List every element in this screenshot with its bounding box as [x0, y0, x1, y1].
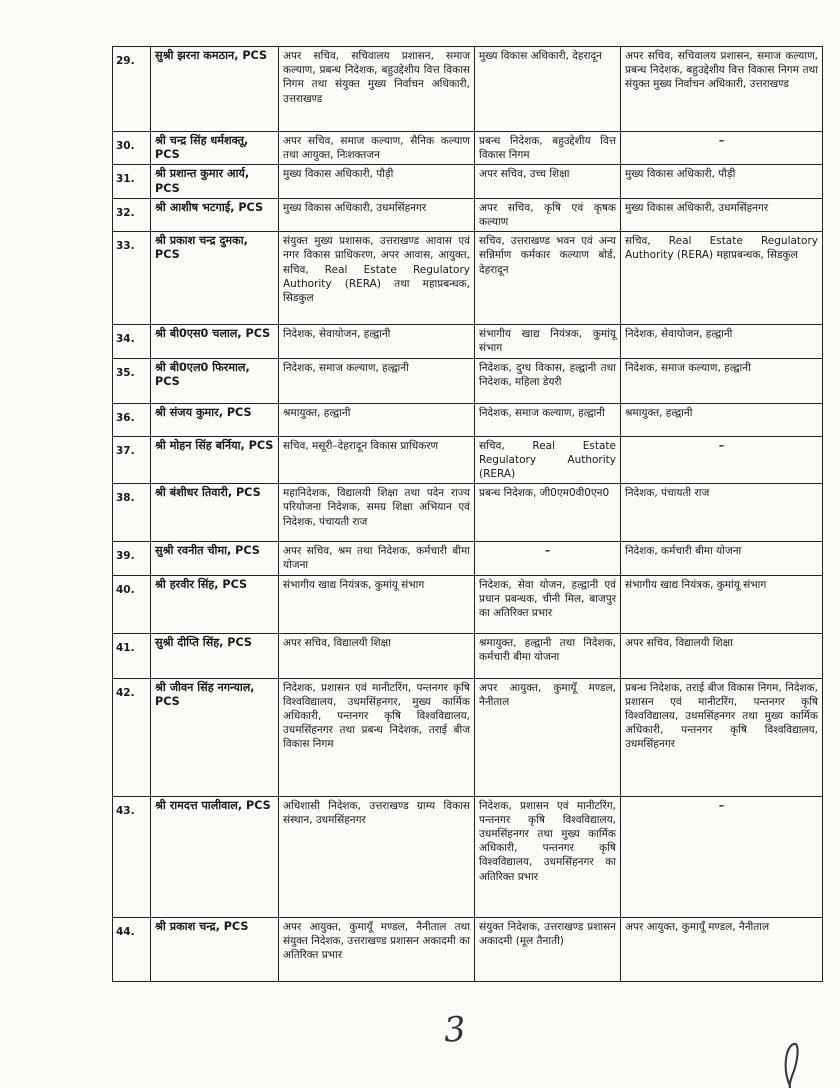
current-posting-text: मुख्य विकास अधिकारी, उधमसिंहनगर [283, 201, 427, 214]
serial-number-text: 35. [116, 366, 135, 379]
serial-number [113, 47, 151, 132]
officer-name-text: श्री प्रशान्त कुमार आर्य, PCS [155, 167, 250, 195]
officer-name [151, 132, 279, 165]
new-posting [475, 542, 621, 575]
officer-name [151, 633, 279, 678]
officer-name-text: श्री रामदत्त पालीवाल, PCS [155, 798, 271, 812]
serial-number [113, 403, 151, 436]
table-row [113, 575, 823, 633]
serial-number [113, 678, 151, 796]
table-row [113, 198, 823, 231]
officer-name-text: श्री आशीष भटगाई, PCS [155, 200, 264, 214]
officer-name [151, 358, 279, 403]
retained-charge [621, 436, 823, 484]
serial-number [113, 358, 151, 403]
new-posting-text: अपर आयुक्त, कुमायूँ मण्डल, नैनीताल [479, 681, 616, 708]
serial-number-text: 36. [116, 411, 135, 424]
retained-charge-text: निदेशक, पंचायती राज [625, 487, 710, 500]
new-posting [475, 198, 621, 231]
retained-charge [621, 403, 823, 436]
table-row [113, 132, 823, 165]
retained-charge [621, 232, 823, 325]
new-posting-text: निदेशक, समाज कल्याण, हल्द्वानी [479, 406, 605, 419]
serial-number [113, 232, 151, 325]
serial-number-text: 31. [116, 173, 135, 186]
officer-name [151, 47, 279, 132]
serial-number-text: 37. [116, 444, 135, 457]
new-posting [475, 917, 621, 981]
new-posting-text: अपर सचिव, उच्च शिक्षा [479, 168, 570, 181]
serial-number-text: 43. [116, 804, 135, 817]
table-row [113, 917, 823, 981]
new-posting [475, 358, 621, 403]
officer-name [151, 796, 279, 917]
serial-number-text: 42. [116, 686, 135, 699]
retained-charge [621, 198, 823, 231]
serial-number [113, 198, 151, 231]
page-number: 3 [442, 1009, 468, 1051]
new-posting-text: – [544, 545, 551, 558]
table-row [113, 484, 823, 542]
new-posting [475, 633, 621, 678]
officer-name [151, 678, 279, 796]
officer-name-text: सुश्री दीप्ति सिंह, PCS [155, 635, 252, 649]
retained-charge-text: मुख्य विकास अधिकारी, उधमसिंहनगर [625, 201, 769, 214]
current-posting-text: अधिशासी निदेशक, उत्तराखण्ड ग्राम्य विकास संस्थान, उधमसिंहनगर [283, 799, 470, 826]
table-row [113, 796, 823, 917]
officer-name-text: श्री जीवन सिंह नगन्याल, PCS [155, 680, 255, 708]
officer-name [151, 165, 279, 198]
current-posting [279, 358, 475, 403]
signature-mark [768, 1038, 828, 1088]
serial-number-text: 33. [116, 240, 135, 253]
retained-charge-text: – [718, 135, 725, 147]
serial-number [113, 575, 151, 633]
retained-charge-text: अपर आयुक्त, कुमायूँ मण्डल, नैनीताल [625, 920, 770, 933]
current-posting [279, 484, 475, 542]
new-posting [475, 165, 621, 198]
table-row [113, 47, 823, 132]
retained-charge-text: – [718, 799, 725, 812]
serial-number [113, 165, 151, 198]
table-row [113, 542, 823, 575]
new-posting-text: अपर सचिव, कृषि एवं कृषक कल्याण [479, 201, 616, 229]
officer-transfer-table [112, 46, 823, 982]
table-row [113, 325, 823, 358]
officer-name-text: श्री हरवीर सिंह, PCS [155, 577, 248, 591]
new-posting-text: प्रबन्ध निदेशक, जी0एम0वी0एन0 [479, 487, 610, 500]
officer-name-text: श्री संजय कुमार, PCS [155, 405, 252, 419]
new-posting-text: संभागीय खाद्य नियंत्रक, कुमांयू संभाग [479, 328, 616, 355]
new-posting-text: संयुक्त निदेशक, उत्तराखण्ड प्रशासन अकादमी (मूल तैनाती) [479, 920, 616, 947]
current-posting-text: अपर सचिव, समाज कल्याण, सैनिक कल्याण तथा आयुक्त, निःशक्तजन [283, 135, 470, 162]
current-posting-text: मुख्य विकास अधिकारी, पौड़ी [283, 168, 394, 181]
retained-charge [621, 358, 823, 403]
current-posting-text: अपर सचिव, विद्यालयी शिक्षा [283, 636, 391, 649]
retained-charge [621, 484, 823, 542]
serial-number-text: 44. [116, 925, 135, 938]
current-posting [279, 678, 475, 796]
retained-charge-text: मुख्य विकास अधिकारी, पौड़ी [625, 168, 736, 181]
officer-name [151, 542, 279, 575]
new-posting-text: प्रबन्ध निदेशक, बहुउद्देशीय वित्त विकास निगम [479, 135, 616, 162]
officer-name-text: श्री प्रकाश चन्द्र दुमका, PCS [155, 234, 248, 262]
retained-charge-text: निदेशक, समाज कल्याण, हल्द्वानी [625, 361, 751, 374]
current-posting-text: सचिव, मसूरी–देहरादून विकास प्राधिकरण [283, 439, 439, 452]
table-row [113, 436, 823, 484]
retained-charge [621, 575, 823, 633]
new-posting [475, 484, 621, 542]
officer-name [151, 575, 279, 633]
table-row [113, 678, 823, 796]
serial-number [113, 484, 151, 542]
serial-number-text: 39. [116, 550, 135, 563]
officer-name [151, 484, 279, 542]
officer-name [151, 403, 279, 436]
new-posting [475, 575, 621, 633]
officer-name [151, 198, 279, 231]
new-posting-text: सचिव, Real Estate Regulatory Authority (RERA) [479, 439, 616, 481]
current-posting [279, 403, 475, 436]
serial-number [113, 917, 151, 981]
current-posting [279, 917, 475, 981]
table-row [113, 633, 823, 678]
serial-number-text: 40. [116, 583, 135, 596]
table-row [113, 358, 823, 403]
new-posting-text: मुख्य विकास अधिकारी, देहरादून [479, 50, 602, 62]
retained-charge [621, 678, 823, 796]
officer-name [151, 917, 279, 981]
officer-name-text: श्री मोहन सिंह बर्निया, PCS [155, 438, 274, 452]
new-posting [475, 232, 621, 325]
officer-name-text: सुश्री रवनीत चीमा, PCS [155, 544, 260, 558]
retained-charge-text: निदेशक, सेवायोजन, हल्द्वानी [625, 328, 733, 341]
current-posting-text: संभागीय खाद्य नियंत्रक, कुमांयू संभाग [283, 578, 425, 591]
current-posting [279, 436, 475, 484]
table-row [113, 232, 823, 325]
officer-name-text: श्री प्रकाश चन्द्र, PCS [155, 919, 249, 933]
new-posting-text: श्रमायुक्त, हल्द्वानी तथा निदेशक, कर्मचारी बीमा योजना [479, 636, 616, 663]
current-posting-text: अपर आयुक्त, कुमायूँ मण्डल, नैनीताल तथा संयुक्त निदेशक, उत्तराखण्ड प्रशासन अकादमी का अतिरिक्त प्रभार [283, 920, 470, 962]
current-posting-text: अपर सचिव, श्रम तथा निदेशक, कर्मचारी बीमा योजना [283, 545, 470, 572]
retained-charge [621, 542, 823, 575]
serial-number [113, 436, 151, 484]
serial-number-text: 32. [116, 206, 135, 219]
serial-number-text: 34. [116, 333, 135, 346]
table-row [113, 165, 823, 198]
serial-number [113, 542, 151, 575]
current-posting [279, 132, 475, 165]
serial-number-text: 29. [116, 55, 135, 67]
serial-number [113, 796, 151, 917]
current-posting-text: निदेशक, सेवायोजन, हल्द्वानी [283, 328, 391, 341]
retained-charge-text: संभागीय खाद्य नियंत्रक, कुमांयू संभाग [625, 578, 767, 591]
serial-number [113, 633, 151, 678]
retained-charge-text: – [718, 439, 725, 452]
retained-charge [621, 325, 823, 358]
retained-charge [621, 132, 823, 165]
current-posting [279, 633, 475, 678]
serial-number-text: 38. [116, 492, 135, 505]
current-posting-text: संयुक्त मुख्य प्रशासक, उत्तराखण्ड आवास एवं नगर विकास प्राधिकरण, अपर आवास, आयुक्त, सचिव, Real Estate Regulatory Authority (RERA) तथा महाप्रबन्धक, सिडकुल [283, 235, 470, 305]
current-posting [279, 198, 475, 231]
officer-name [151, 325, 279, 358]
officer-name-text: सुश्री झरना कमठान, PCS [155, 49, 268, 62]
new-posting [475, 403, 621, 436]
current-posting [279, 47, 475, 132]
new-posting-text: सचिव, उत्तराखण्ड भवन एवं अन्य सन्निर्माण कर्मकार कल्याण बोर्ड, देहरादून [479, 235, 616, 276]
current-posting-text: निदेशक, समाज कल्याण, हल्द्वानी [283, 361, 409, 374]
new-posting [475, 436, 621, 484]
new-posting [475, 325, 621, 358]
officer-name [151, 436, 279, 484]
retained-charge-text: निदेशक, कर्मचारी बीमा योजना [625, 545, 742, 558]
officer-name [151, 232, 279, 325]
new-posting [475, 678, 621, 796]
current-posting-text: अपर सचिव, सचिवालय प्रशासन, समाज कल्याण, प्रबन्ध निदेशक, बहुउद्देशीय वित्त विकास निगम तथा संयुक्त मुख्य निर्वाचन अधिकारी, उत्तराखण्ड [283, 50, 470, 105]
serial-number-text: 41. [116, 641, 135, 654]
current-posting [279, 796, 475, 917]
retained-charge-text: प्रबन्ध निदेशक, तराई बीज विकास निगम, निदेशक, प्रशासन एवं मानीटरिंग, पन्तनगर कृषि विश्वविद्यालय, उधमसिंहनगर तथा मुख्य कार्मिक अधिकारी, पन्तनगर कृषि विश्वविद्यालय, उधमसिंहनगर [625, 681, 818, 751]
current-posting-text: श्रमायुक्त, हल्द्वानी [283, 406, 351, 419]
new-posting [475, 47, 621, 132]
retained-charge-text: सचिव, Real Estate Regulatory Authority (RERA) महाप्रबन्धक, सिडकुल [625, 235, 818, 262]
retained-charge-text: अपर सचिव, विद्यालयी शिक्षा [625, 636, 733, 649]
retained-charge [621, 917, 823, 981]
officer-name-text: श्री बी0एस0 चलाल, PCS [155, 327, 271, 341]
new-posting [475, 132, 621, 165]
new-posting [475, 796, 621, 917]
serial-number [113, 132, 151, 165]
serial-number [113, 325, 151, 358]
serial-number-text: 30. [116, 140, 135, 152]
retained-charge-text: श्रमायुक्त, हल्द्वानी [625, 406, 693, 419]
current-posting-text: निदेशक, प्रशासन एवं मानीटरिंग, पन्तनगर कृषि विश्वविद्यालय, उधमसिंहनगर, मुख्य कार्मिक अधिकारी, पन्तनगर कृषि विश्वविद्यालय, उधमसिंहनगर तथा प्रबन्ध निदेशक, तराई बीज विकास निगम [283, 681, 470, 751]
current-posting [279, 232, 475, 325]
new-posting-text: निदेशक, सेवा योजन, हल्द्वानी एवं प्रधान प्रबन्धक, चीनी मिल, बाजपुर का अतिरिक्त प्रभार [479, 578, 616, 620]
current-posting [279, 542, 475, 575]
retained-charge [621, 47, 823, 132]
new-posting-text: निदेशक, प्रशासन एवं मानीटरिंग, पन्तनगर कृषि विश्वविद्यालय, उधमसिंहनगर तथा मुख्य कार्मिक अधिकारी, पन्तनगर कृषि विश्वविद्यालय, उधमसिंहनगर का अतिरिक्त प्रभार [479, 799, 616, 883]
retained-charge [621, 165, 823, 198]
officer-name-text: श्री बी0एल0 फिरमाल, PCS [155, 360, 250, 388]
officer-name-text: श्री चन्द्र सिंह धर्मशक्तू, PCS [155, 134, 249, 162]
new-posting-text: निदेशक, दुग्ध विकास, हल्द्वानी तथा निदेशक, महिला डेयरी [479, 361, 616, 388]
retained-charge-text: अपर सचिव, सचिवालय प्रशासन, समाज कल्याण, प्रबन्ध निदेशक, बहुउद्देशीय वित्त विकास निगम तथा संयुक्त मुख्य निर्वाचन अधिकारी, उत्तराखण्ड [625, 50, 818, 91]
current-posting-text: महानिदेशक, विद्यालयी शिक्षा तथा पदेन राज्य परियोजना निदेशक, समग्र शिक्षा अभियान एवं निदेशक, पंचायती राज [283, 487, 470, 528]
current-posting [279, 325, 475, 358]
current-posting [279, 575, 475, 633]
officer-name-text: श्री बंशीधर तिवारी, PCS [155, 486, 261, 500]
current-posting [279, 165, 475, 198]
table-row [113, 403, 823, 436]
retained-charge [621, 633, 823, 678]
retained-charge [621, 796, 823, 917]
